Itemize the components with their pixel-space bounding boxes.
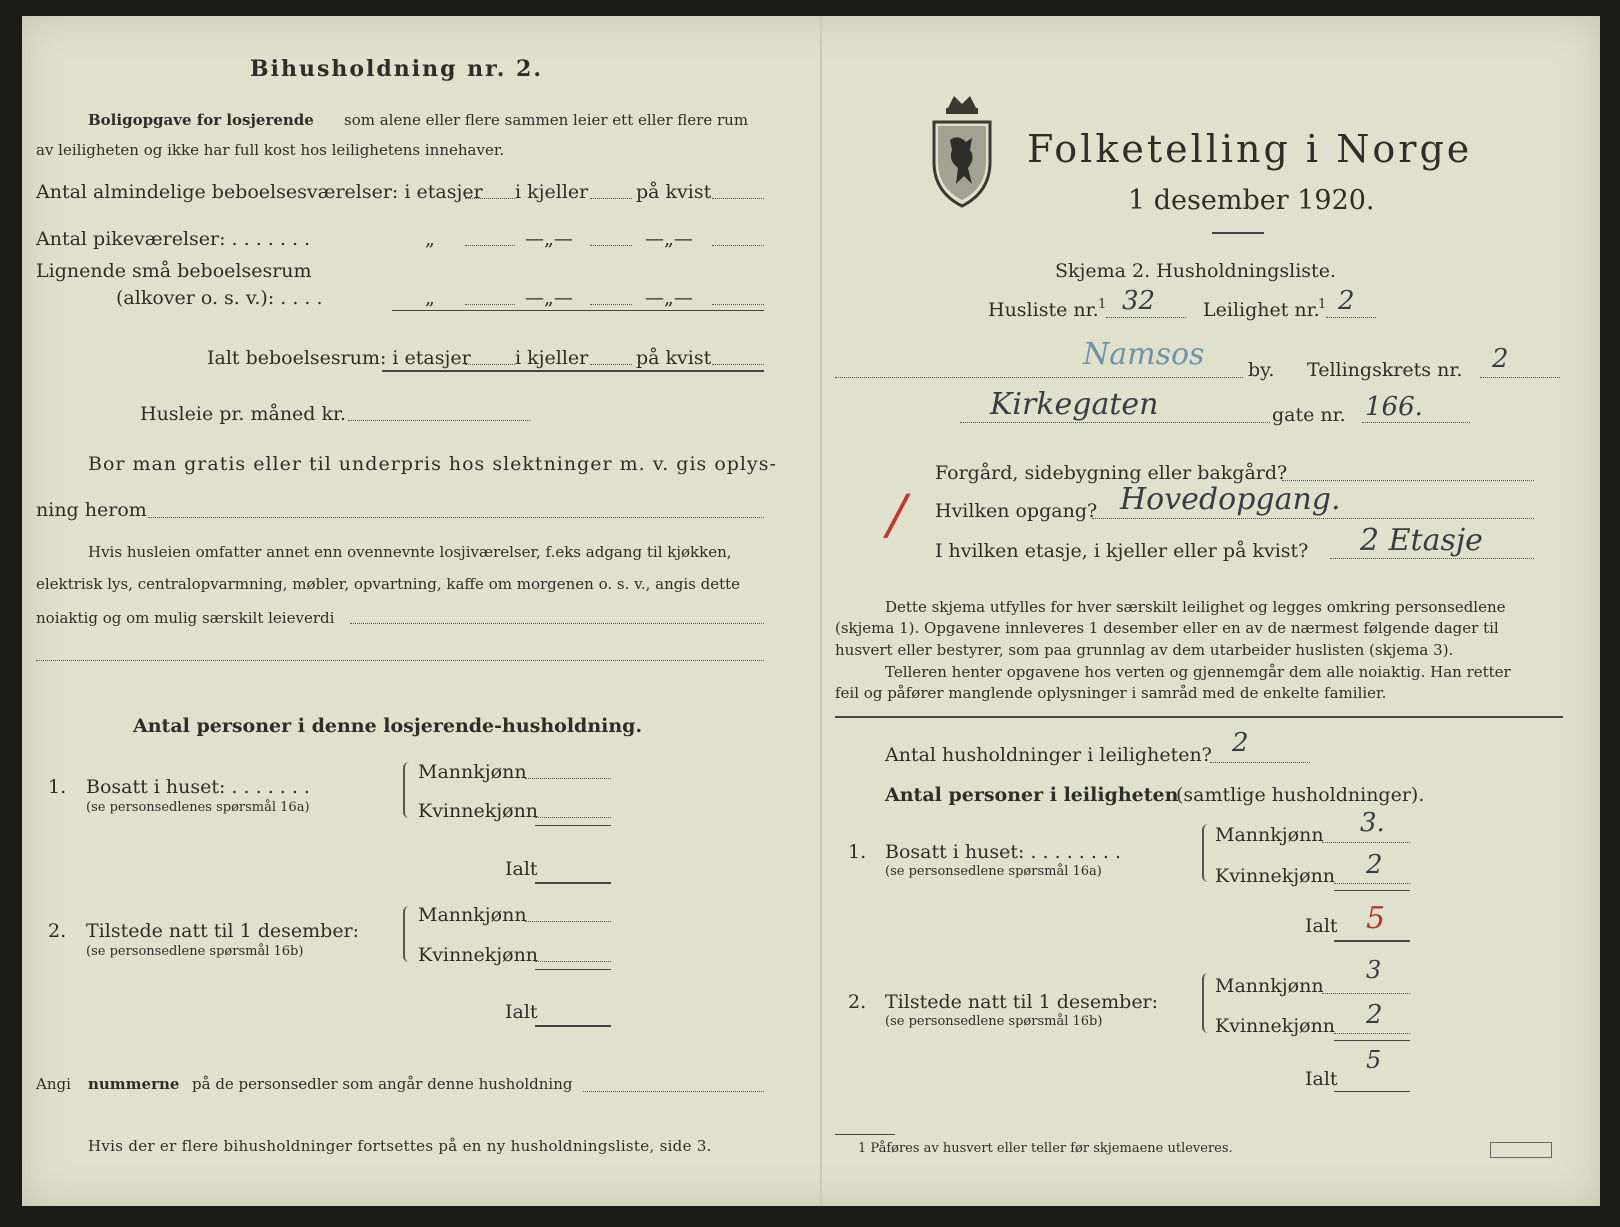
right-tilstede-ialt-line[interactable] — [1334, 1091, 1410, 1092]
etasje-line[interactable] — [1330, 558, 1534, 559]
left-bosatt-mann-line[interactable] — [525, 778, 611, 779]
right-tilstede-ialt-value[interactable]: 5 — [1366, 1046, 1382, 1074]
right-bosatt-kvinne-value[interactable]: 2 — [1366, 850, 1383, 880]
gratis-line1: Bor man gratis eller til underpris hos slektninger m. v. gis oplys- — [88, 453, 777, 475]
angi-pre: Angi — [36, 1075, 71, 1093]
right-bosatt-ialt-line[interactable] — [1334, 940, 1410, 942]
husliste-label: Husliste nr. — [988, 299, 1099, 321]
intro-rest: som alene eller flere sammen leier ett eller flere rum — [344, 111, 749, 129]
gate-nr-line[interactable] — [1362, 422, 1470, 423]
husliste-line[interactable] — [1106, 317, 1186, 318]
left-bosatt-ialt-label: Ialt — [505, 858, 538, 880]
right-tilstede-sum-rule — [1334, 1040, 1410, 1041]
leilighet-sup: 1 — [1318, 297, 1327, 312]
right-tilstede-mann-label: Mannkjønn — [1215, 975, 1324, 997]
left-bosatt-brace — [403, 762, 411, 818]
right-tilstede-kvinne-line[interactable] — [1334, 1033, 1410, 1034]
left-tilstede-sum-rule — [535, 969, 611, 970]
intro-bold: Boligopgave for losjerende — [88, 111, 314, 129]
opgang-value[interactable]: Hovedopgang. — [1120, 482, 1341, 517]
gate-label: gate nr. — [1272, 404, 1346, 426]
left-tilstede-num: 2. — [48, 920, 67, 942]
right-bosatt-kvinne-label: Kvinnekjønn — [1215, 865, 1336, 887]
antal-pers-bold: Antal personer i leiligheten — [885, 784, 1179, 806]
pike-ditto-3: —„— — [645, 228, 693, 250]
gate-line[interactable] — [960, 422, 1270, 423]
gate-nr-value[interactable]: 166. — [1365, 392, 1423, 422]
right-bosatt-num: 1. — [848, 841, 867, 863]
ialt-kjeller-label: i kjeller — [515, 347, 589, 369]
left-tilstede-brace — [403, 906, 411, 962]
etasje-value[interactable]: 2 Etasje — [1360, 523, 1483, 558]
gratis-line[interactable] — [148, 517, 764, 518]
left-bosatt-label: Bosatt i huset: . . . . . . . — [86, 776, 310, 798]
alkover-etasjer-line[interactable] — [465, 304, 515, 305]
leilighet-label: Leilighet nr. — [1203, 299, 1320, 321]
right-bosatt-brace — [1202, 824, 1210, 882]
lignende-label: Lignende små beboelsesrum — [36, 260, 312, 282]
etasje-label: I hvilken etasje, i kjeller eller på kvist? — [935, 540, 1309, 562]
leieverdi-line[interactable] — [350, 623, 764, 624]
husliste-sup: 1 — [1098, 297, 1107, 312]
right-tilstede-num: 2. — [848, 991, 867, 1013]
left-title: Bihusholdning nr. 2. — [250, 56, 543, 82]
rooms-kjeller-label: i kjeller — [515, 181, 589, 203]
footnote-rule — [835, 1134, 895, 1135]
leilighet-line[interactable] — [1326, 317, 1376, 318]
right-tilstede-kvinne-value[interactable]: 2 — [1366, 1000, 1383, 1030]
ialt-etasjer-line[interactable] — [465, 364, 515, 365]
left-tilstede-label: Tilstede natt til 1 desember: — [86, 920, 360, 942]
pike-ditto: „ — [425, 228, 435, 250]
leieverdi-line-2[interactable] — [36, 660, 764, 661]
rooms-kvist-label: på kvist — [636, 181, 712, 203]
right-bosatt-ialt-label: Ialt — [1305, 915, 1338, 937]
right-bosatt-ialt-value[interactable]: 5 — [1366, 901, 1386, 936]
forgard-line[interactable] — [1282, 480, 1534, 481]
right-tilstede-mann-value[interactable]: 3 — [1366, 956, 1382, 984]
left-tilstede-sub: (se personsedlene spørsmål 16b) — [86, 944, 304, 959]
ialt-kvist-line[interactable] — [712, 364, 764, 365]
opgang-label: Hvilken opgang? — [935, 500, 1098, 522]
right-tilstede-brace — [1202, 973, 1210, 1033]
antal-hush-line[interactable] — [1210, 762, 1310, 763]
pike-kvist-line[interactable] — [712, 245, 764, 246]
right-tilstede-sub: (se personsedlene spørsmål 16b) — [885, 1014, 1103, 1029]
alkover-ditto: „ — [425, 287, 435, 309]
section-rule — [835, 716, 1563, 718]
angi-bold: nummerne — [88, 1075, 180, 1093]
hvis-line2: elektrisk lys, centralopvarmning, møbler, opvartning, kaffe om morgenen o. s. v., angis dette — [36, 575, 741, 593]
angi-rest: på de personsedler som angår denne husholdning — [192, 1075, 573, 1093]
antal-hush-label: Antal husholdninger i leiligheten? — [885, 744, 1212, 766]
dette-line5: feil og påfører manglende oplysninger i samråd med de enkelte familier. — [835, 684, 1387, 702]
alkover-label: (alkover o. s. v.): . . . . — [116, 287, 323, 309]
skjema-label: Skjema 2. Husholdningsliste. — [1055, 260, 1336, 282]
page-fold — [820, 16, 822, 1206]
dette-line3: husvert eller bestyrer, som paa grunnlag av dem utarbeider huslisten (skjema 3). — [835, 641, 1454, 659]
right-bosatt-mann-label: Mannkjønn — [1215, 824, 1324, 846]
gratis-line2: ning herom — [36, 499, 147, 521]
dette-line4: Telleren henter opgavene hos verten og gjennemgår dem alle noiaktig. Han retter — [885, 663, 1511, 681]
intro-line2: av leiligheten og ikke har full kost hos leilighetens innehaver. — [36, 141, 505, 159]
left-tilstede-ialt-line[interactable] — [535, 1025, 611, 1027]
right-bosatt-sub: (se personsedlene spørsmål 16a) — [885, 864, 1102, 879]
printer-stamp — [1490, 1142, 1552, 1158]
left-tilstede-mann-label: Mannkjønn — [418, 904, 527, 926]
by-value[interactable]: Namsos — [1083, 337, 1205, 372]
hvis-line3: noiaktig og om mulig særskilt leieverdi — [36, 609, 335, 627]
pike-label: Antal pikeværelser: . . . . . . . — [36, 228, 311, 250]
ialt-rooms-underline — [382, 370, 764, 372]
red-pencil-mark: / — [881, 483, 914, 546]
right-tilstede-mann-line[interactable] — [1322, 993, 1410, 994]
angi-line[interactable] — [583, 1091, 764, 1092]
norwegian-coat-of-arms-icon — [928, 92, 996, 210]
husleie-line[interactable] — [348, 420, 530, 421]
right-bosatt-label: Bosatt i huset: . . . . . . . . — [885, 841, 1122, 863]
husliste-value[interactable]: 32 — [1122, 286, 1156, 316]
right-bosatt-sum-rule — [1334, 890, 1410, 891]
right-bosatt-mann-line[interactable] — [1322, 842, 1410, 843]
forgard-label: Forgård, sidebygning eller bakgård? — [935, 462, 1288, 484]
alkover-kvist-line[interactable] — [712, 304, 764, 305]
pike-kjeller-line[interactable] — [590, 245, 632, 246]
alkover-ditto-3: —„— — [645, 287, 693, 309]
rooms-kjeller-line[interactable] — [590, 198, 632, 199]
opgang-line[interactable] — [1092, 518, 1534, 519]
ialt-kvist-label: på kvist — [636, 347, 712, 369]
left-persons-title: Antal personer i denne losjerende-husholdning. — [133, 715, 643, 737]
form-title: Folketelling i Norge — [1027, 127, 1473, 171]
left-bosatt-sum-rule — [535, 825, 611, 826]
right-tilstede-ialt-label: Ialt — [1305, 1068, 1338, 1090]
gate-value[interactable]: Kirkegaten — [990, 387, 1159, 422]
left-tilstede-mann-line[interactable] — [525, 921, 611, 922]
left-bosatt-kvinne-line[interactable] — [535, 817, 611, 818]
left-tilstede-kvinne-line[interactable] — [535, 961, 611, 962]
right-bosatt-kvinne-line[interactable] — [1334, 883, 1410, 884]
left-bosatt-ialt-line[interactable] — [535, 882, 611, 884]
flere-note: Hvis der er flere bihusholdninger fortsettes på en ny husholdningsliste, side 3. — [88, 1137, 712, 1155]
ialt-kjeller-line[interactable] — [590, 364, 632, 365]
rooms-label: Antal almindelige beboelsesværelser: i etasjer — [36, 181, 483, 203]
husleie-label: Husleie pr. måned kr. — [140, 403, 347, 425]
rooms-kvist-line[interactable] — [712, 198, 764, 199]
by-line[interactable] — [835, 377, 1243, 378]
dette-line2: (skjema 1). Opgavene innleveres 1 desember eller en av de nærmest følgende dager til — [835, 619, 1499, 637]
right-bosatt-mann-value[interactable]: 3. — [1360, 808, 1385, 838]
left-tilstede-ialt-label: Ialt — [505, 1001, 538, 1023]
krets-label: Tellingskrets nr. — [1307, 359, 1463, 381]
antal-pers-rest: (samtlige husholdninger). — [1176, 784, 1425, 806]
krets-line[interactable] — [1480, 377, 1560, 378]
by-label: by. — [1248, 359, 1275, 381]
left-tilstede-kvinne-label: Kvinnekjønn — [418, 944, 539, 966]
left-bosatt-num: 1. — [48, 776, 67, 798]
title-rule — [1212, 232, 1264, 234]
right-tilstede-label: Tilstede natt til 1 desember: — [885, 991, 1159, 1013]
pike-ditto-2: —„— — [525, 228, 573, 250]
alkover-underline — [392, 310, 764, 311]
dette-line1: Dette skjema utfylles for hver særskilt leilighet og legges omkring personsedlene — [885, 598, 1506, 616]
left-bosatt-sub: (se personsedlenes spørsmål 16a) — [86, 800, 310, 815]
krets-value[interactable]: 2 — [1492, 344, 1509, 374]
footnote: 1 Påføres av husvert eller teller før skjemaene utleveres. — [858, 1141, 1233, 1156]
right-tilstede-kvinne-label: Kvinnekjønn — [1215, 1015, 1336, 1037]
pike-etasjer-line[interactable] — [465, 245, 515, 246]
left-bosatt-kvinne-label: Kvinnekjønn — [418, 800, 539, 822]
form-date: 1 desember 1920. — [1128, 185, 1375, 216]
ialt-rooms-label: Ialt beboelsesrum: i etasjer — [207, 347, 471, 369]
left-bosatt-mann-label: Mannkjønn — [418, 761, 527, 783]
hvis-line1: Hvis husleien omfatter annet enn ovennevnte losjiværelser, f.eks adgang til kjøkken, — [88, 543, 732, 561]
antal-hush-value[interactable]: 2 — [1232, 728, 1249, 758]
alkover-kjeller-line[interactable] — [590, 304, 632, 305]
alkover-ditto-2: —„— — [525, 287, 573, 309]
rooms-etasjer-line[interactable] — [465, 198, 515, 199]
leilighet-value[interactable]: 2 — [1338, 286, 1355, 316]
